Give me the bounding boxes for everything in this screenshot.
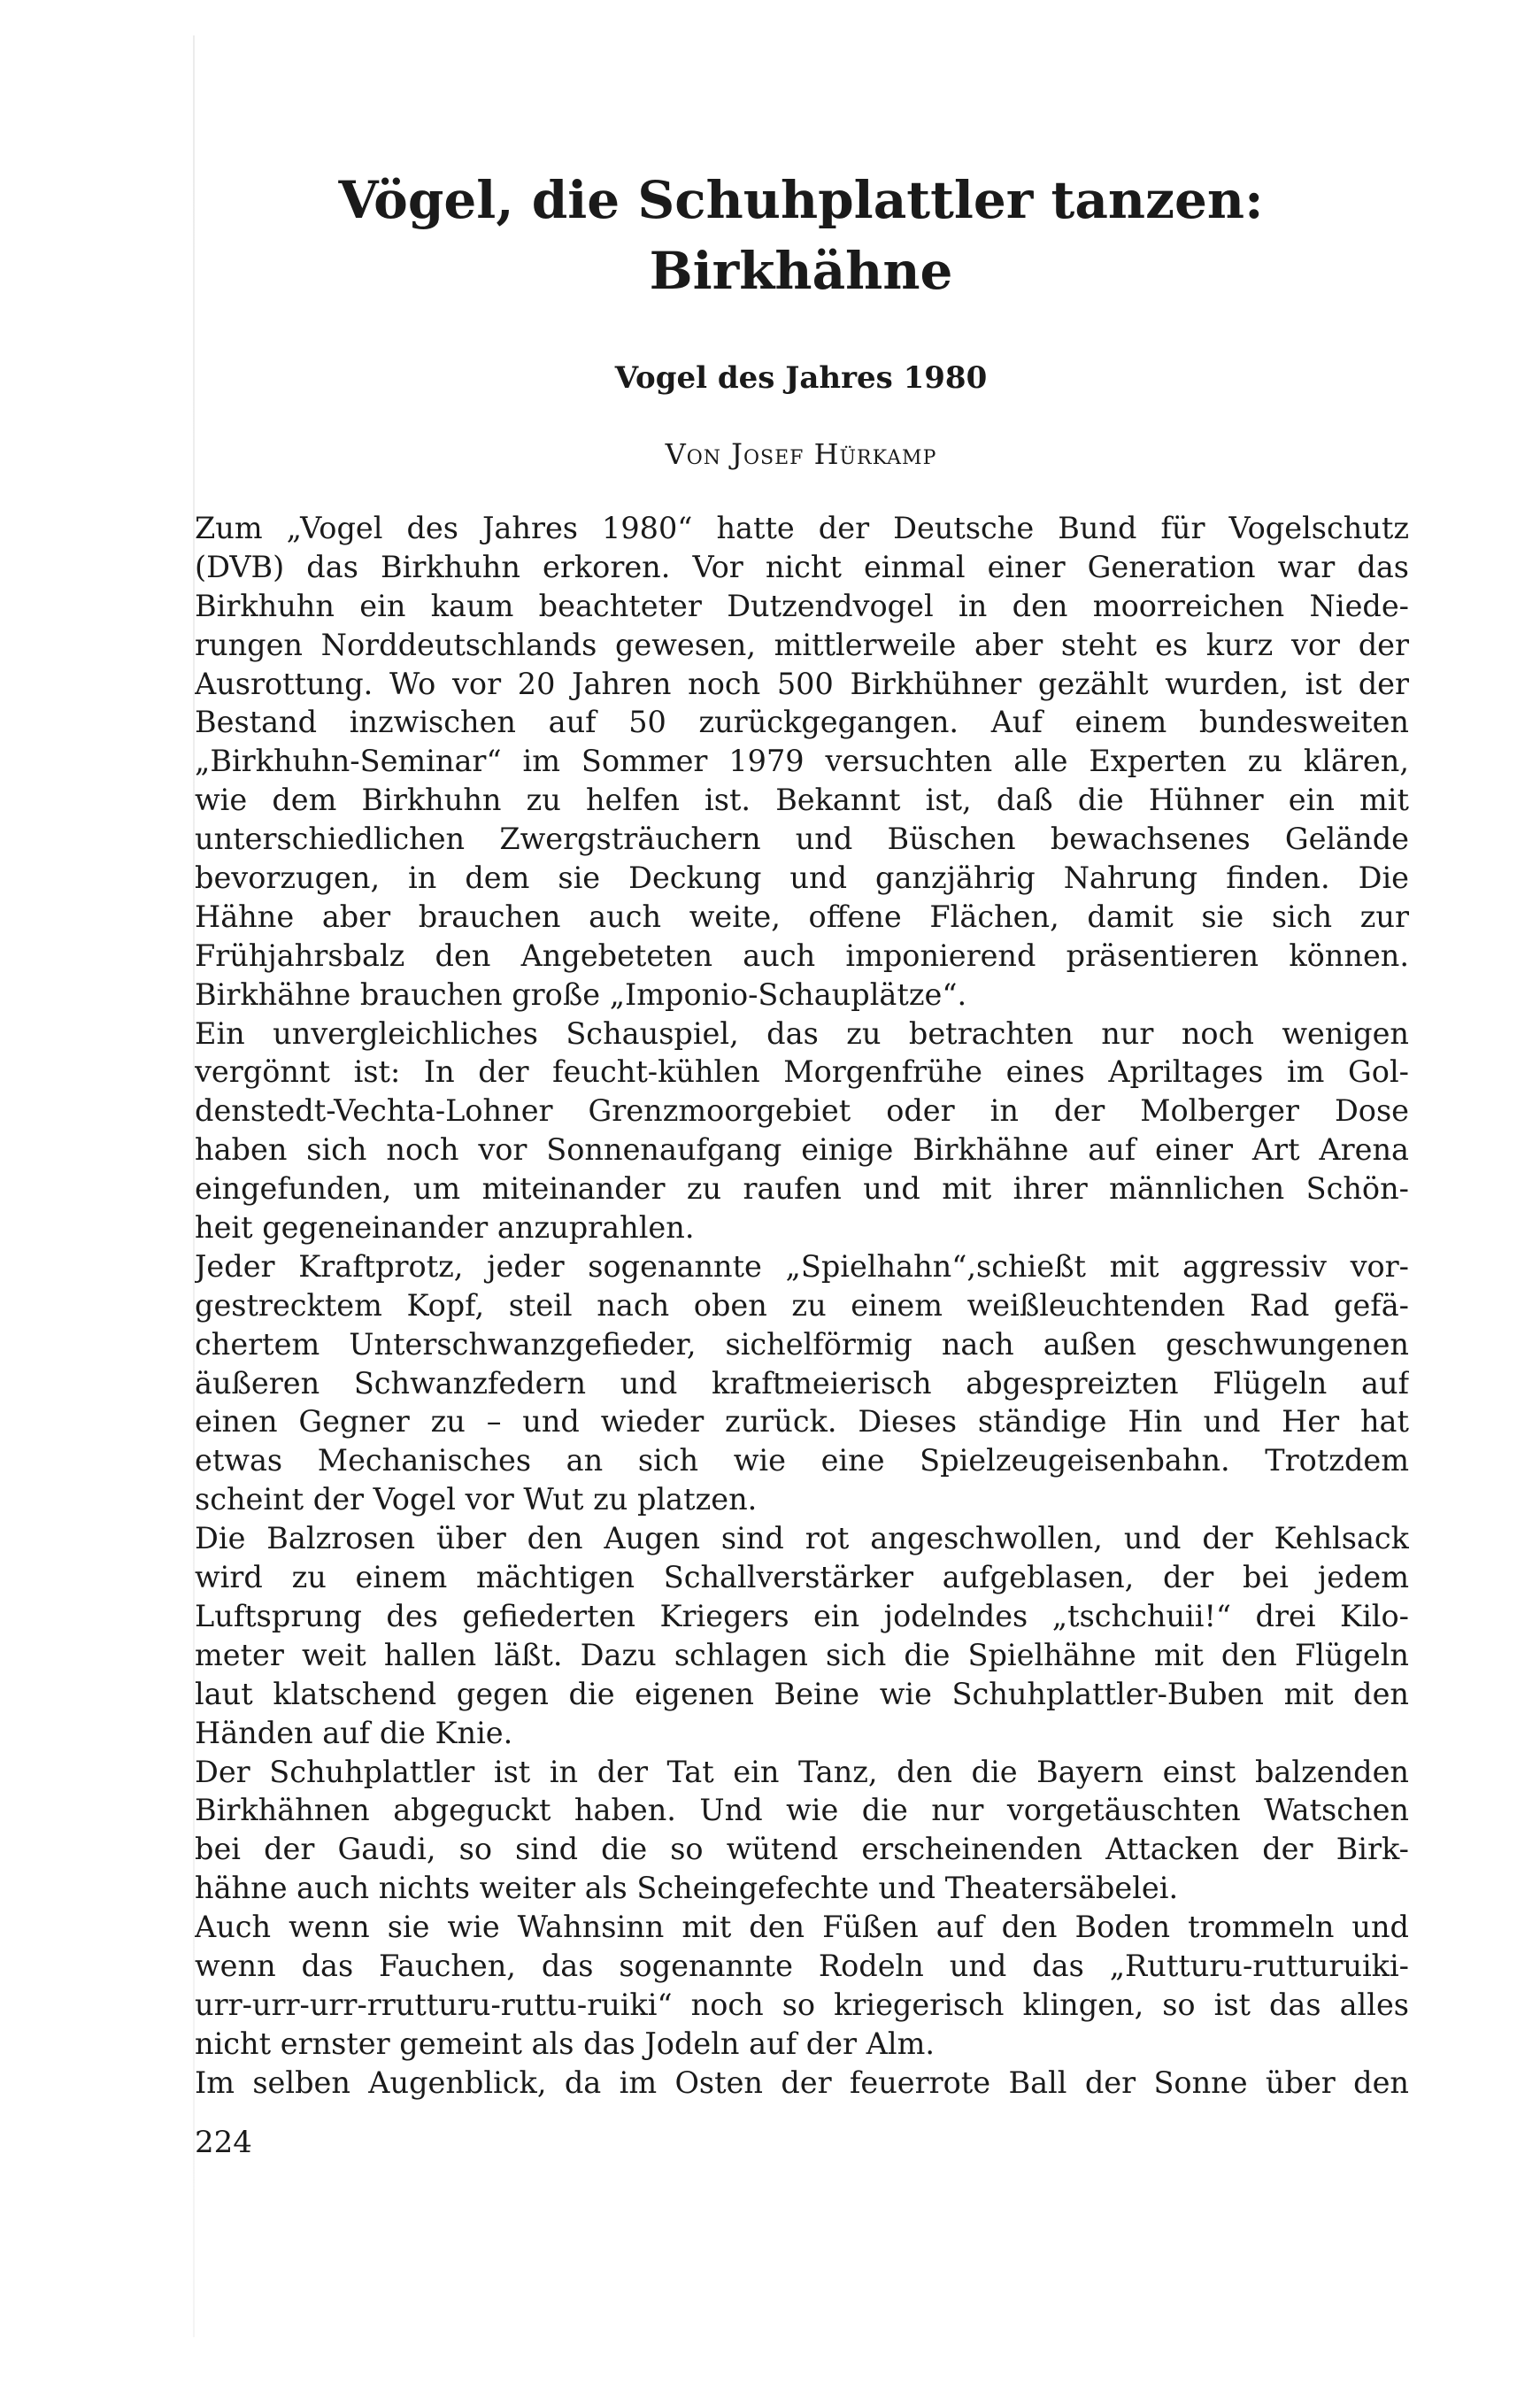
text-line: haben sich noch vor Sonnenaufgang einige Birkhähne auf einer Art Arena	[195, 1132, 1409, 1168]
text-line: Frühjahrsbalz den Angebeteten auch imponierend präsentieren können.	[195, 938, 1409, 973]
text-line: bevorzugen, in dem sie Deckung und ganzjährig Nahrung finden. Die	[195, 861, 1409, 896]
text-line: (DVB) das Birkhuhn erkoren. Vor nicht einmal einer Generation war das	[195, 549, 1409, 584]
author-byline: Von Josef Hürkamp	[665, 437, 937, 471]
article-title-line-2: Birkhähne	[649, 241, 953, 301]
page-number: 224	[195, 2125, 252, 2160]
text-line: denstedt-Vechta-Lohner Grenzmoorgebiet oder in der Molberger Dose	[195, 1093, 1409, 1129]
text-line: Händen auf die Knie.	[195, 1715, 513, 1750]
text-line: Die Balzrosen über den Augen sind rot angeschwollen, und der Kehlsack	[195, 1521, 1409, 1556]
text-line: heit gegeneinander anzuprahlen.	[195, 1210, 695, 1246]
text-line: meter weit hallen läßt. Dazu schlagen sich die Spielhähne mit den Flügeln	[195, 1637, 1409, 1672]
text-line: laut klatschend gegen die eigenen Beine wie Schuhplattler-Buben mit den	[195, 1676, 1409, 1711]
text-line: bei der Gaudi, so sind die so wütend erscheinenden Attacken der Birk-	[195, 1832, 1409, 1867]
text-line: einen Gegner zu – und wieder zurück. Dieses ständige Hin und Her hat	[195, 1404, 1409, 1439]
text-line: hähne auch nichts weiter als Scheingefechte und Theatersäbelei.	[195, 1871, 1179, 1906]
article-title	[195, 165, 1407, 306]
text-line: „Birkhuhn-Seminar“ im Sommer 1979 versuchten alle Experten zu klären,	[195, 744, 1409, 779]
text-line: nicht ernster gemeint als das Jodeln auf der Alm.	[195, 2026, 935, 2061]
text-line: unterschiedlichen Zwergsträuchern und Büschen bewachsenes Gelände	[195, 822, 1409, 857]
text-line: wie dem Birkhuhn zu helfen ist. Bekannt ist, daß die Hühner ein mit	[195, 783, 1409, 818]
text-line: wird zu einem mächtigen Schallverstärker aufgeblasen, der bei jedem	[195, 1560, 1409, 1595]
text-line: Birkhähnen abgeguckt haben. Und wie die nur vorgetäuschten Watschen	[195, 1793, 1409, 1828]
article-title-line-1: Vögel, die Schuhplattler tanzen:	[338, 170, 1264, 230]
text-line: Der Schuhplattler ist in der Tat ein Tanz, den die Bayern einst balzenden	[195, 1754, 1409, 1789]
text-line: wenn das Fauchen, das sogenannte Rodeln und das „Rutturu-rutturuiki-	[195, 1948, 1409, 1983]
text-line: Hähne aber brauchen auch weite, offene Flächen, damit sie sich zur	[195, 899, 1409, 934]
text-line: etwas Mechanisches an sich wie eine Spielzeugeisenbahn. Trotzdem	[195, 1443, 1409, 1478]
text-line: scheint der Vogel vor Wut zu platzen.	[195, 1482, 758, 1517]
text-line: rungen Norddeutschlands gewesen, mittlerweile aber steht es kurz vor der	[195, 627, 1409, 662]
text-line: Ein unvergleichliches Schauspiel, das zu betrachten nur noch wenigen	[195, 1015, 1409, 1051]
text-line: Jeder Kraftprotz, jeder sogenannte „Spielhahn“,schießt mit aggressiv vor-	[195, 1248, 1409, 1284]
text-line: Im selben Augenblick, da im Osten der feuerrote Ball der Sonne über den	[195, 2065, 1409, 2100]
text-line: Ausrottung. Wo vor 20 Jahren noch 500 Birkhühner gezählt wurden, ist der	[195, 666, 1409, 701]
text-line: gestrecktem Kopf, steil nach oben zu einem weißleuchtenden Rad gefä-	[195, 1287, 1409, 1323]
text-line: Zum „Vogel des Jahres 1980“ hatte der Deutsche Bund für Vogelschutz	[195, 511, 1409, 545]
article-body	[195, 509, 1409, 2103]
text-line: vergönnt ist: In der feucht-kühlen Morgenfrühe eines Apriltages im Gol-	[195, 1054, 1409, 1090]
text-line: Auch wenn sie wie Wahnsinn mit den Füßen auf den Boden trommeln und	[195, 1910, 1409, 1945]
text-line: urr-urr-urr-rrutturu-ruttu-ruiki“ noch so kriegerisch klingen, so ist das alles	[195, 1987, 1409, 2022]
text-line: Luftsprung des gefiederten Kriegers ein jodelndes „tschchuii!“ drei Kilo-	[195, 1598, 1409, 1633]
text-line: chertem Unterschwanzgefieder, sichelförmig nach außen geschwungenen	[195, 1326, 1409, 1362]
text-line: Bestand inzwischen auf 50 zurückgegangen. Auf einem bundesweiten	[195, 705, 1409, 740]
text-line: eingefunden, um miteinander zu raufen und mit ihrer männlichen Schön-	[195, 1171, 1409, 1207]
text-line: Birkhuhn ein kaum beachteter Dutzendvogel in den moorreichen Niede-	[195, 588, 1409, 623]
text-line: Birkhähne brauchen große „Imponio-Schauplätze“.	[195, 976, 967, 1012]
article-subtitle: Vogel des Jahres 1980	[614, 360, 988, 396]
text-line: äußeren Schwanzfedern und kraftmeierisch abgespreizten Flügeln auf	[195, 1365, 1409, 1401]
